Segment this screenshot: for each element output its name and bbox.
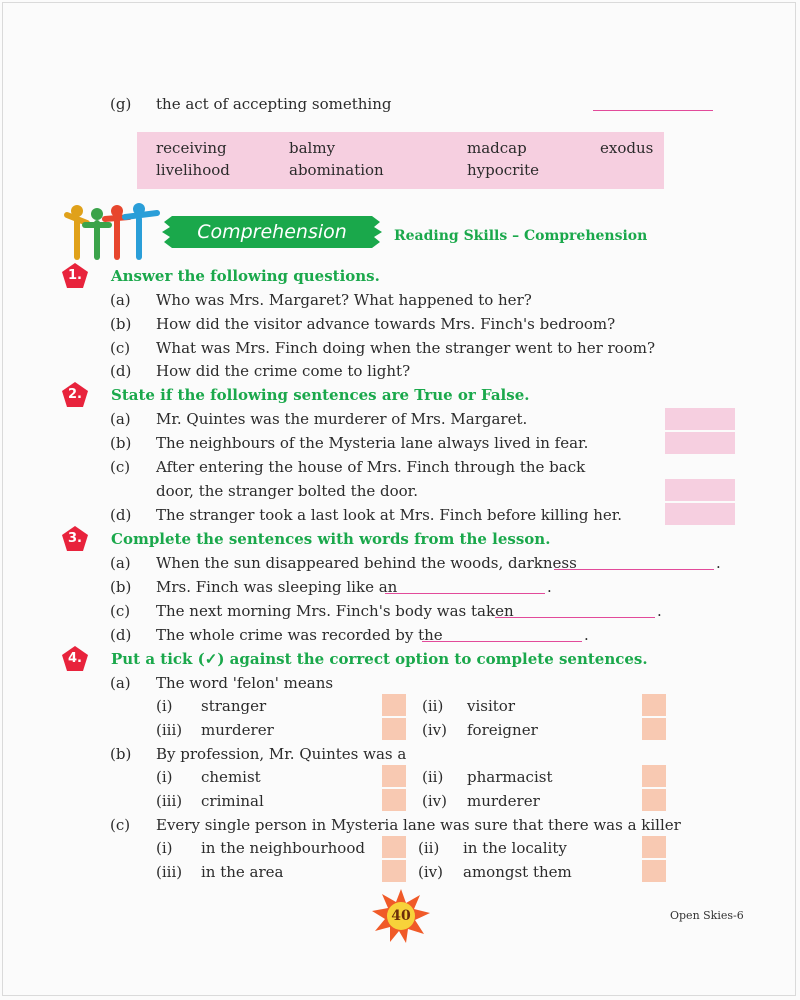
- item-g-label: (g): [110, 95, 132, 113]
- statement-text: After entering the house of Mrs. Finch through the back: [156, 458, 586, 476]
- comprehension-banner: [162, 214, 382, 250]
- sentence-text: The whole crime was recorded by the: [156, 626, 443, 644]
- true-false-answer-box[interactable]: [665, 503, 735, 525]
- tick-box[interactable]: [382, 860, 406, 882]
- tick-box[interactable]: [382, 694, 406, 716]
- sentence-text: When the sun disappeared behind the woods, darkness: [156, 554, 577, 572]
- sentence-end: .: [547, 578, 552, 596]
- statement-text: The neighbours of the Mysteria lane always lived in fear.: [156, 434, 589, 452]
- fill-in-blank[interactable]: [495, 617, 655, 618]
- item-g-text: the act of accepting something: [156, 95, 392, 113]
- question-text: By profession, Mr. Quintes was a: [156, 745, 407, 763]
- option-number: (iii): [156, 792, 183, 810]
- true-false-answer-box[interactable]: [665, 408, 735, 430]
- statement-text-continued: door, the stranger bolted the door.: [156, 482, 418, 500]
- word-box-word: hypocrite: [467, 161, 540, 179]
- item-label: (b): [110, 578, 132, 596]
- word-box-word: livelihood: [156, 161, 230, 179]
- option-number: (iv): [422, 792, 447, 810]
- item-label: (b): [110, 434, 132, 452]
- tick-box[interactable]: [382, 765, 406, 787]
- option-text: visitor: [467, 697, 515, 715]
- tick-box[interactable]: [382, 789, 406, 811]
- statement-text: Mr. Quintes was the murderer of Mrs. Margaret.: [156, 410, 528, 428]
- sentence-end: .: [657, 602, 662, 620]
- question-text: What was Mrs. Finch doing when the stranger went to her room?: [156, 339, 656, 357]
- tick-box[interactable]: [642, 694, 666, 716]
- tick-box[interactable]: [642, 765, 666, 787]
- true-false-answer-box[interactable]: [665, 479, 735, 501]
- option-number: (ii): [418, 839, 440, 857]
- section-heading: Answer the following questions.: [111, 267, 380, 285]
- banner-title: Comprehension: [197, 221, 347, 243]
- book-title: Open Skies-6: [670, 909, 744, 922]
- item-label: (a): [110, 674, 131, 692]
- item-label: (c): [110, 339, 131, 357]
- option-text: murderer: [467, 792, 540, 810]
- item-label: (d): [110, 506, 132, 524]
- question-text: Every single person in Mysteria lane was sure that there was a killer: [156, 816, 681, 834]
- word-box-word: abomination: [289, 161, 384, 179]
- option-number: (ii): [422, 768, 444, 786]
- option-text: in the neighbourhood: [201, 839, 365, 857]
- question-number-badge: 2.: [60, 380, 90, 410]
- tick-box[interactable]: [642, 836, 666, 858]
- option-text: in the area: [201, 863, 284, 881]
- question-number-badge: 3.: [60, 524, 90, 554]
- item-g-answer-blank[interactable]: [593, 110, 713, 111]
- tick-box[interactable]: [382, 836, 406, 858]
- page-number: 40: [391, 908, 411, 924]
- tick-box[interactable]: [642, 860, 666, 882]
- item-label: (a): [110, 291, 131, 309]
- option-number: (iv): [422, 721, 447, 739]
- option-text: murderer: [201, 721, 274, 739]
- question-text: How did the visitor advance towards Mrs. Finch's bedroom?: [156, 315, 616, 333]
- tick-box[interactable]: [642, 718, 666, 740]
- page-number-star: [372, 889, 430, 943]
- sentence-text: Mrs. Finch was sleeping like an: [156, 578, 398, 596]
- sentence-text: The next morning Mrs. Finch's body was taken: [156, 602, 514, 620]
- item-label: (a): [110, 410, 131, 428]
- word-box-word: madcap: [467, 139, 527, 157]
- question-text: How did the crime come to light?: [156, 362, 411, 380]
- item-label: (a): [110, 554, 131, 572]
- item-label: (b): [110, 745, 132, 763]
- option-number: (i): [156, 768, 173, 786]
- option-number: (iii): [156, 863, 183, 881]
- tick-box[interactable]: [642, 789, 666, 811]
- option-text: chemist: [201, 768, 261, 786]
- option-number: (iv): [418, 863, 443, 881]
- option-number: (i): [156, 697, 173, 715]
- fill-in-blank[interactable]: [554, 569, 714, 570]
- fill-in-blank[interactable]: [385, 593, 545, 594]
- section-heading: State if the following sentences are True or False.: [111, 386, 530, 404]
- option-number: (ii): [422, 697, 444, 715]
- question-text: The word 'felon' means: [156, 674, 334, 692]
- word-box-word: balmy: [289, 139, 336, 157]
- item-label: (c): [110, 816, 131, 834]
- tick-box[interactable]: [382, 718, 406, 740]
- option-number: (iii): [156, 721, 183, 739]
- section-heading: Put a tick (✓) against the correct option to complete sentences.: [111, 650, 648, 668]
- option-text: in the locality: [463, 839, 567, 857]
- option-text: stranger: [201, 697, 267, 715]
- word-box-word: receiving: [156, 139, 227, 157]
- item-label: (c): [110, 602, 131, 620]
- true-false-answer-box[interactable]: [665, 432, 735, 454]
- option-text: amongst them: [463, 863, 572, 881]
- fill-in-blank[interactable]: [422, 641, 582, 642]
- option-text: criminal: [201, 792, 264, 810]
- question-number-badge: 4.: [60, 644, 90, 674]
- item-label: (d): [110, 362, 132, 380]
- statement-text: The stranger took a last look at Mrs. Finch before killing her.: [156, 506, 623, 524]
- word-box-word: exodus: [600, 139, 654, 157]
- item-label: (d): [110, 626, 132, 644]
- item-label: (c): [110, 458, 131, 476]
- option-text: pharmacist: [467, 768, 553, 786]
- question-text: Who was Mrs. Margaret? What happened to her?: [156, 291, 532, 309]
- option-number: (i): [156, 839, 173, 857]
- question-number-badge: 1.: [60, 261, 90, 291]
- sentence-end: .: [716, 554, 721, 572]
- banner-subtitle: Reading Skills – Comprehension: [394, 228, 648, 244]
- item-label: (b): [110, 315, 132, 333]
- section-heading: Complete the sentences with words from the lesson.: [111, 530, 551, 548]
- sentence-end: .: [584, 626, 589, 644]
- children-group-icon: [63, 203, 163, 261]
- option-text: foreigner: [467, 721, 538, 739]
